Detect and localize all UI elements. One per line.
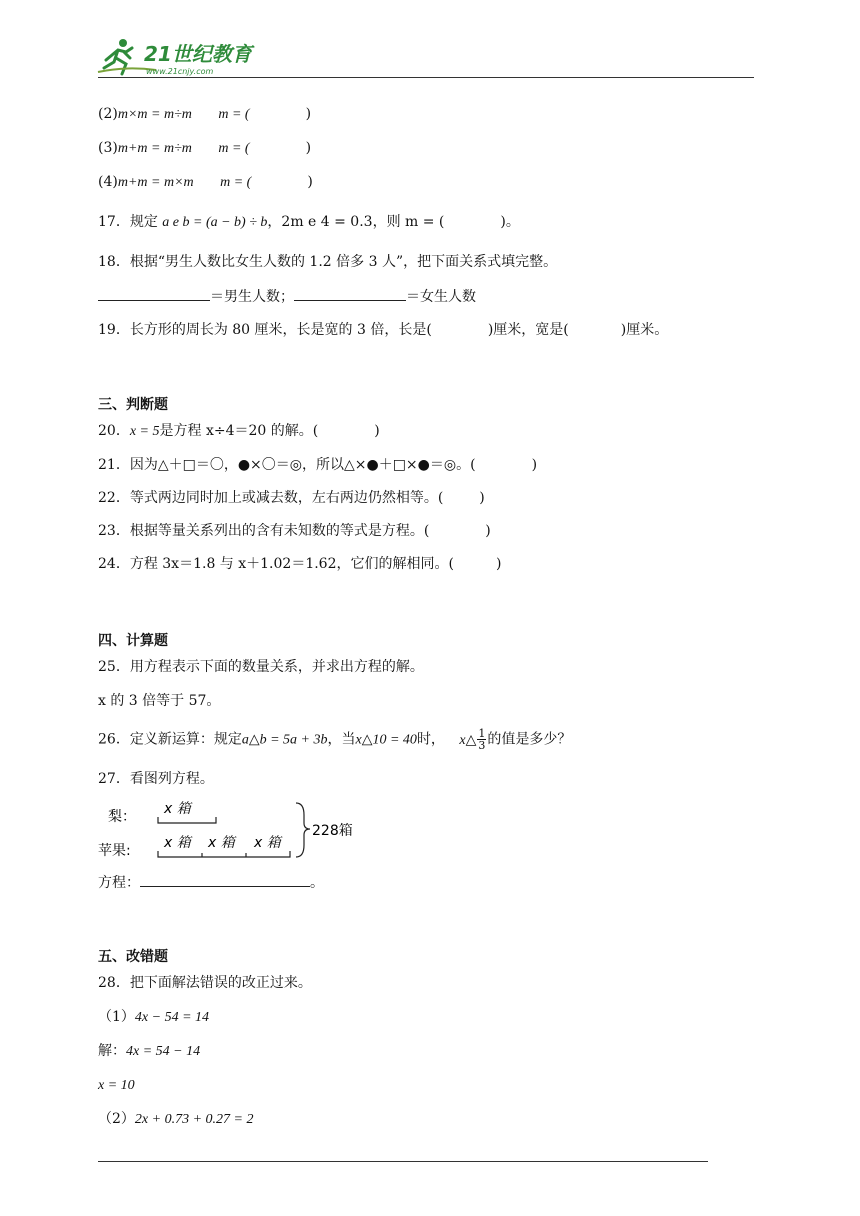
question-28-part2: （2）2x + 0.73 + 0.27 = 2	[98, 1111, 254, 1127]
total-label: 228箱	[312, 823, 353, 839]
question-28-part1: （1）4x − 54 = 14	[98, 1009, 210, 1025]
equation-blank[interactable]	[140, 872, 310, 887]
q16-part-2: (2)m×m = m÷m m = ( )	[98, 106, 312, 122]
question-21: 21．因为△＋□＝〇，●×〇＝◎，所以△×●＋□×●＝◎。( )	[98, 457, 538, 473]
footer-rule	[98, 1161, 708, 1162]
section-heading-judge: 三、判断题	[98, 397, 168, 413]
logo-url: www.21cnjy.com	[146, 67, 214, 76]
q16-part-4: (4)m+m = m×m m = ( )	[98, 174, 313, 190]
logo-text: 21世纪教育	[144, 42, 252, 66]
question-28: 28．把下面解法错误的改正过来。	[98, 975, 312, 991]
question-18-fill: ＝男生人数； ＝女生人数	[98, 286, 476, 307]
question-17: 17．规定 a e b = (a − b) ÷ b，2m e 4 = 0.3，则 m = ( )。	[98, 214, 520, 230]
question-25-sub: x 的 3 倍等于 57。	[98, 693, 221, 709]
question-27-equation: 方程： 。	[98, 872, 324, 893]
fraction-one-third: $\frac{1}{3}$	[478, 727, 486, 752]
question-19: 19．长方形的周长为 80 厘米，长是宽的 3 倍，长是( )厘米，宽是( )厘米。	[98, 322, 669, 338]
question-26: 26．定义新运算：规定a△b = 5a + 3b，当x△10 = 40时， x△ $\frac{1}{3}$ 的值是多少？	[98, 727, 572, 752]
question-20: 20．x = 5是方程 x÷4＝20 的解。( )	[98, 423, 380, 439]
logo	[96, 36, 266, 80]
question-28-solve: 解：4x = 54 − 14	[98, 1043, 201, 1059]
blank-line[interactable]	[98, 286, 210, 301]
apple-label: 苹果:	[98, 843, 131, 859]
question-23: 23．根据等量关系列出的含有未知数的等式是方程。( )	[98, 523, 491, 539]
svg-text:x 箱: x 箱	[164, 835, 191, 851]
svg-text:x 箱: x 箱	[208, 835, 235, 851]
pear-label: 梨：	[108, 809, 136, 825]
question-25: 25．用方程表示下面的数量关系，并求出方程的解。	[98, 659, 424, 675]
apple-segments	[158, 835, 290, 857]
question-27: 27．看图列方程。	[98, 771, 214, 787]
section-heading-calc: 四、计算题	[98, 633, 168, 649]
question-22: 22．等式两边同时加上或减去数，左右两边仍然相等。( )	[98, 490, 485, 506]
section-heading-correct: 五、改错题	[98, 949, 168, 965]
svg-text:x 箱: x 箱	[164, 801, 191, 817]
q16-part-3: (3)m+m = m÷m m = ( )	[98, 140, 312, 156]
question-18: 18．根据“男生人数比女生人数的 1.2 倍多 3 人”，把下面关系式填完整。	[98, 254, 558, 270]
question-24: 24．方程 3x＝1.8 与 x＋1.02＝1.62，它们的解相同。( )	[98, 556, 502, 572]
segment-diagram	[98, 793, 368, 863]
svg-text:x 箱: x 箱	[254, 835, 281, 851]
pear-segment	[158, 801, 216, 823]
header-rule	[98, 77, 754, 78]
brace-icon	[296, 803, 310, 857]
question-28-result: x = 10	[98, 1078, 135, 1093]
blank-line[interactable]	[294, 286, 406, 301]
